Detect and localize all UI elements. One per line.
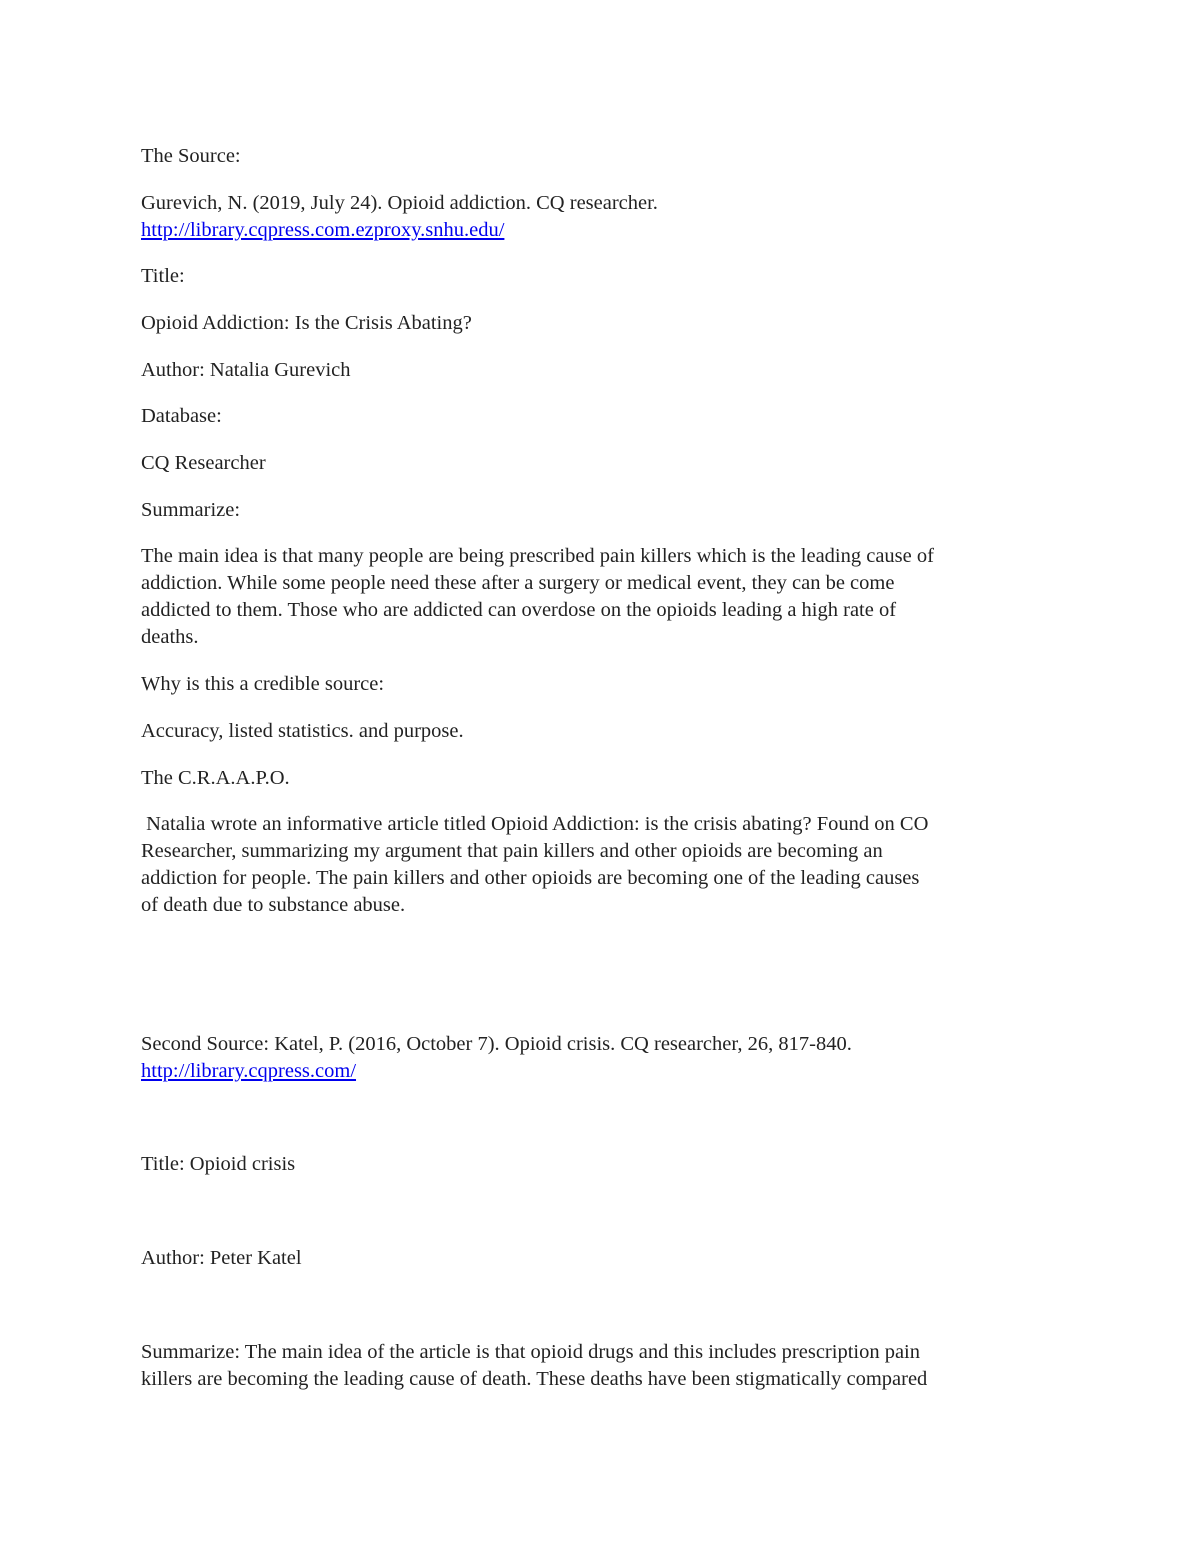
summary-line: deaths. [141,626,199,648]
source1-title: Opioid Addiction: Is the Crisis Abating? [141,312,472,334]
source1-author: Author: Natalia Gurevich [141,359,351,381]
summary-line: addiction. While some people need these after a surgery or medical event, they can be come [141,572,895,594]
source1-url-link[interactable]: http://library.cqpress.com.ezproxy.snhu.edu/ [141,219,505,241]
summary-line: addicted to them. Those who are addicted can overdose on the opioids leading a high rate of [141,599,897,621]
source1-summary [141,543,1066,651]
source1-heading: The Source: [141,145,241,167]
source1-craapo-text [141,811,1066,919]
craapo-line: Natalia wrote an informative article titled Opioid Addiction: is the crisis abating? Found on CO [141,813,929,835]
source1-url-line [141,217,504,244]
source2-citation: Second Source: Katel, P. (2016, October 7). Opioid crisis. CQ researcher, 26, 817-840. [141,1033,852,1055]
source2-author: Author: Peter Katel [141,1247,302,1269]
source1-credible: Accuracy, listed statistics. and purpose. [141,720,464,742]
source1-craapo-label: The C.R.A.A.P.O. [141,767,290,789]
source2-url-line [141,1058,356,1085]
craapo-line: Researcher, summarizing my argument that pain killers and other opioids are becoming an [141,840,883,862]
source1-title-label: Title: [141,265,185,287]
summary-line: The main idea is that many people are being prescribed pain killers which is the leading cause of [141,545,934,567]
craapo-line: of death due to substance abuse. [141,894,406,916]
source2-title: Title: Opioid crisis [141,1153,296,1175]
source2-url-link[interactable]: http://library.cqpress.com/ [141,1060,357,1082]
summary-line: killers are becoming the leading cause of death. These deaths have been stigmatically compared [141,1368,928,1390]
source1-database-label: Database: [141,405,222,427]
craapo-line: addiction for people. The pain killers and other opioids are becoming one of the leading causes [141,867,920,889]
source2-summary [141,1339,1066,1393]
source1-citation: Gurevich, N. (2019, July 24). Opioid addiction. CQ researcher. [141,192,658,214]
source1-summarize-label: Summarize: [141,499,241,521]
summary-line: Summarize: The main idea of the article is that opioid drugs and this includes prescription pain [141,1341,920,1363]
source1-database: CQ Researcher [141,452,266,474]
source1-credible-label: Why is this a credible source: [141,673,385,695]
